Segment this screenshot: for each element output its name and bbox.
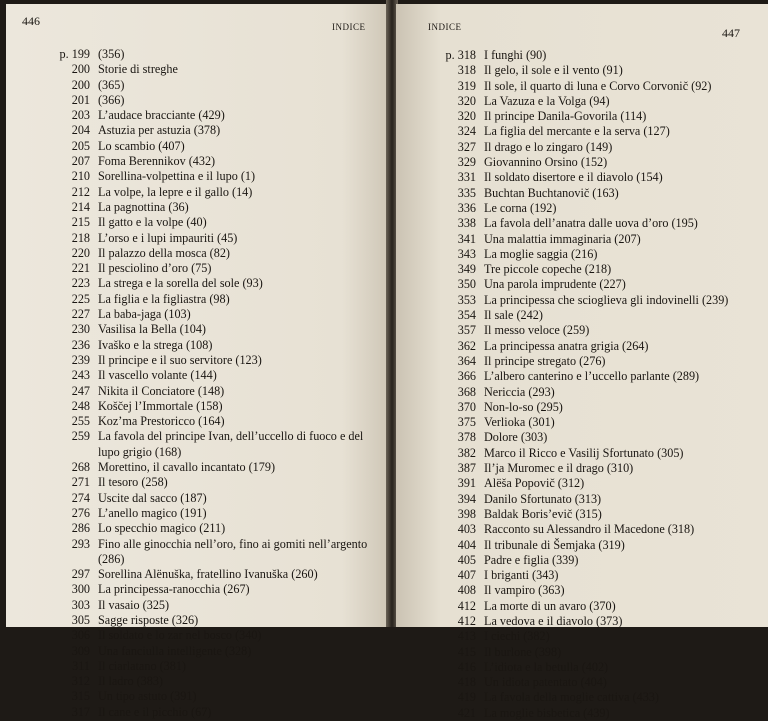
index-entry [422,599,762,614]
index-entry [422,79,762,94]
index-entry [34,62,384,77]
entry-title: Il principe e il suo servitore (123) [98,352,262,367]
entry-page-number: 276 [71,505,90,520]
entry-page-number: 315 [71,689,90,704]
entry-page-number: 271 [71,475,90,490]
index-entry [422,186,762,201]
entry-page-number: 336 [457,200,476,215]
entry-title: Uscite dal sacco (187) [98,490,207,505]
entry-title: Il drago e lo zingaro (149) [484,139,613,154]
index-entry [34,123,384,138]
entry-page-number: 413 [457,629,476,644]
entry-page-number: 203 [71,108,90,123]
entry-page-number: 247 [71,383,90,398]
entry-page-number: 412 [457,598,476,613]
entry-page-number: 421 [457,705,476,720]
entry-title: Racconto su Alessandro il Macedone (318) [484,522,695,537]
entry-title: Sorellina-volpettina e il lupo (1) [98,169,256,184]
entry-title: Il sole, il quarto di luna e Corvo Corvonič (92) [484,78,712,93]
entry-page-number: 215 [71,215,90,230]
entry-title: (366) [98,92,125,107]
index-entry [34,674,384,689]
entry-page-number: p. 199 [59,47,90,61]
entry-title: Il ciarlatano (381) [98,658,186,673]
entry-title: Il tribunale di Šemjaka (319) [484,537,625,552]
entry-title: Morettino, il cavallo incantato (179) [98,460,276,475]
entry-title: L’anello magico (191) [98,505,207,520]
entry-page-number: 350 [457,277,476,292]
entry-title: Il vasaio (325) [98,597,170,612]
entry-title: Un tipo astuto (391) [98,689,197,704]
left-running-head: INDICE [332,22,366,32]
entry-title: Il’ja Muromec e il drago (310) [484,461,634,476]
index-entry [34,521,384,536]
entry-title: I ciechi (382) [484,629,550,644]
entry-page-number: 311 [72,658,90,673]
index-entry [34,414,384,429]
entry-title: Un idiota patentato (404) [484,675,607,690]
entry-page-number: 221 [71,261,90,276]
index-entry [422,155,762,170]
entry-page-number: 306 [71,628,90,643]
index-entry [422,706,762,721]
entry-page-number: 220 [71,245,90,260]
index-entry [34,429,384,460]
entry-page-number: 418 [457,675,476,690]
entry-title: Il cane e il picchio (67) [98,704,212,719]
entry-page-number: 248 [71,398,90,413]
entry-title: La pagnottina (36) [98,199,189,214]
entry-page-number: 214 [71,199,90,214]
entry-title: Una malattia immaginaria (207) [484,231,641,246]
index-entry [34,200,384,215]
index-entry [422,201,762,216]
entry-page-number: 329 [457,155,476,170]
entry-title: La favola dell’anatra dalle uova d’oro (195) [484,216,698,231]
index-entry [422,507,762,522]
entry-page-number: 394 [457,491,476,506]
index-entry [422,553,762,568]
entry-title: Il principe Danila-Govorila (114) [484,109,647,124]
entry-title: Il burlone (398) [484,644,562,659]
index-entry [422,308,762,323]
entry-page-number: 320 [457,109,476,124]
entry-title: Astuzia per astuzia (378) [98,123,221,138]
entry-title: Lo specchio magico (211) [98,521,226,536]
entry-page-number: 201 [71,92,90,107]
entry-page-number: 327 [457,139,476,154]
entry-title: Il tesoro (258) [98,475,168,490]
entry-page-number: 370 [457,399,476,414]
entry-page-number: 412 [457,613,476,628]
entry-page-number: 391 [457,476,476,491]
entry-page-number: 324 [457,124,476,139]
index-entry [422,568,762,583]
index-entry [34,475,384,490]
index-entry [422,323,762,338]
index-entry [34,567,384,582]
entry-page-number: 317 [71,704,90,719]
entry-title: La principessa-ranocchia (267) [98,582,250,597]
index-entry [34,399,384,414]
index-entry [34,644,384,659]
entry-page-number: 204 [71,123,90,138]
index-entry [422,140,762,155]
index-entry [422,170,762,185]
entry-page-number: 210 [71,169,90,184]
entry-page-number: 319 [457,78,476,93]
entry-title: Tre piccole copeche (218) [484,262,612,277]
entry-title: Verlioka (301) [484,415,555,430]
entry-page-number: 274 [71,490,90,505]
entry-page-number: 218 [71,230,90,245]
entry-page-number: 415 [457,644,476,659]
entry-title: Il messo veloce (259) [484,323,590,338]
entry-page-number: 318 [457,63,476,78]
index-entry [34,338,384,353]
entry-title: Vasilisa la Bella (104) [98,322,206,337]
index-entry [34,598,384,613]
entry-title: Il vampiro (363) [484,583,565,598]
index-entry [422,675,762,690]
entry-page-number: 403 [457,522,476,537]
entry-page-number: 259 [71,429,90,444]
entry-title: Il palazzo della mosca (82) [98,245,230,260]
index-entry [34,307,384,322]
index-entry [422,277,762,292]
index-entry [422,400,762,415]
entry-page-number: 312 [71,674,90,689]
entry-title: Padre e figlia (339) [484,552,579,567]
right-index-list [422,48,762,721]
entry-title: L’audace bracciante (429) [98,108,225,123]
entry-page-number: 243 [71,368,90,383]
right-page-number: 447 [722,26,740,40]
entry-title: L’albero canterino e l’uccello parlante (289) [484,369,700,384]
entry-page-number: 205 [71,138,90,153]
entry-title: (365) [98,77,125,92]
index-entry [34,384,384,399]
entry-page-number: 404 [457,537,476,552]
entry-title: La figlia e la figliastra (98) [98,291,230,306]
entry-page-number: p. 318 [445,48,476,62]
index-entry [34,705,384,720]
index-entry [34,108,384,123]
index-entry [34,93,384,108]
entry-page-number: 286 [71,521,90,536]
entry-page-number: 305 [71,612,90,627]
index-entry [34,169,384,184]
entry-title: Il soldato e lo zar nel bosco (340) [98,628,262,643]
entry-page-number: 207 [71,154,90,169]
index-entry [34,276,384,291]
index-entry [422,461,762,476]
index-entry [422,293,762,308]
entry-title: Sorellina Alënuška, fratellino Ivanuška (260) [98,567,318,582]
entry-title: La volpe, la lepre e il gallo (14) [98,184,253,199]
entry-page-number: 405 [457,552,476,567]
entry-page-number: 200 [71,77,90,92]
entry-title: I funghi (90) [484,48,547,62]
entry-page-number: 408 [457,583,476,598]
left-page [6,4,388,719]
index-entry [34,613,384,628]
entry-title: La favola della moglie cattiva (433) [484,690,659,705]
index-entry [34,154,384,169]
entry-title: I briganti (343) [484,568,559,583]
entry-title: La figlia del mercante e la serva (127) [484,124,670,139]
entry-page-number: 407 [457,568,476,583]
entry-title: Una parola imprudente (227) [484,277,626,292]
index-entry [422,446,762,461]
entry-title: La vedova e il diavolo (373) [484,613,623,628]
index-entry [422,109,762,124]
entry-page-number: 349 [457,262,476,277]
entry-title: La morte di un avaro (370) [484,598,616,613]
index-entry [34,582,384,597]
index-entry [422,415,762,430]
entry-title: La principessa anatra grigia (264) [484,338,649,353]
index-entry [422,660,762,675]
index-entry [422,369,762,384]
entry-page-number: 200 [71,62,90,77]
entry-title: Danilo Sfortunato (313) [484,491,602,506]
index-entry [422,247,762,262]
entry-page-number: 225 [71,291,90,306]
entry-page-number: 331 [457,170,476,185]
entry-title: (356) [98,47,125,61]
index-entry [422,614,762,629]
entry-page-number: 398 [457,506,476,521]
index-entry [34,491,384,506]
entry-page-number: 239 [71,352,90,367]
entry-title: Giovannino Orsino (152) [484,155,608,170]
entry-page-number: 378 [457,430,476,445]
entry-page-number: 419 [457,690,476,705]
right-page [396,4,768,720]
right-running-head: INDICE [428,22,462,32]
index-entry [422,124,762,139]
index-entry [422,63,762,78]
entry-page-number: 268 [71,460,90,475]
entry-title: Il principe stregato (276) [484,353,606,368]
entry-title: La strega e la sorella del sole (93) [98,276,263,291]
index-entry [34,78,384,93]
index-entry [422,522,762,537]
entry-title: La moglie bisbetica (439) [484,705,610,720]
entry-page-number: 375 [457,415,476,430]
entry-title: Il pesciolino d’oro (75) [98,261,212,276]
entry-title: Una fanciulla intelligente (328) [98,643,252,658]
entry-page-number: 343 [457,246,476,261]
entry-page-number: 303 [71,597,90,612]
entry-page-number: 223 [71,276,90,291]
entry-page-number: 230 [71,322,90,337]
entry-title: La favola del principe Ivan, dell’uccello di fuoco e del lupo grigio (168) [98,429,364,459]
index-entry [422,232,762,247]
entry-title: Storie di streghe [98,62,178,77]
index-entry [422,48,762,63]
entry-title: La Vazuza e la Volga (94) [484,93,610,108]
index-entry [422,339,762,354]
index-entry [34,368,384,383]
index-entry [422,430,762,445]
index-entry [34,322,384,337]
entry-title: Nericcia (293) [484,384,555,399]
entry-title: Alëša Popovič (312) [484,476,585,491]
entry-title: Il gatto e la volpe (40) [98,215,207,230]
entry-page-number: 236 [71,337,90,352]
entry-title: Lo scambio (407) [98,138,185,153]
index-entry [422,354,762,369]
index-entry [422,538,762,553]
left-page-number: 446 [22,14,40,28]
entry-title: Nikita il Conciatore (148) [98,383,225,398]
entry-page-number: 416 [457,659,476,674]
index-entry [422,583,762,598]
index-entry [422,94,762,109]
entry-title: Sagge risposte (326) [98,612,199,627]
entry-page-number: 255 [71,414,90,429]
entry-page-number: 341 [457,231,476,246]
entry-page-number: 297 [71,567,90,582]
entry-page-number: 227 [71,307,90,322]
entry-page-number: 353 [457,292,476,307]
entry-title: Il vascello volante (144) [98,368,217,383]
entry-title: Foma Berennikov (432) [98,154,216,169]
entry-page-number: 368 [457,384,476,399]
entry-title: Non-lo-so (295) [484,399,563,414]
entry-title: Marco il Ricco e Vasilij Sfortunato (305) [484,445,684,460]
entry-page-number: 357 [457,323,476,338]
entry-title: L’orso e i lupi impauriti (45) [98,230,238,245]
entry-title: La moglie saggia (216) [484,246,598,261]
entry-title: Dolore (303) [484,430,548,445]
index-entry [422,476,762,491]
entry-title: Ivaško e la strega (108) [98,337,213,352]
index-entry [422,629,762,644]
entry-page-number: 335 [457,185,476,200]
entry-title: Koz’ma Prestoricco (164) [98,414,225,429]
entry-title: Baldak Boris’evič (315) [484,506,602,521]
index-entry [34,353,384,368]
entry-page-number: 320 [457,93,476,108]
index-entry [34,231,384,246]
index-entry [422,262,762,277]
index-entry [422,385,762,400]
entry-title: Il sale (242) [484,308,543,323]
index-entry [422,216,762,231]
entry-title: Le corna (192) [484,200,557,215]
index-entry [422,645,762,660]
entry-page-number: 300 [71,582,90,597]
entry-title: Fino alle ginocchia nell’oro, fino ai gomiti nell’argento (286) [98,536,368,566]
index-entry [34,537,384,568]
entry-page-number: 354 [457,308,476,323]
entry-page-number: 309 [71,643,90,658]
index-entry [34,460,384,475]
index-entry [34,185,384,200]
index-entry [34,659,384,674]
entry-title: Buchtan Buchtanovič (163) [484,185,619,200]
index-entry [34,689,384,704]
entry-page-number: 338 [457,216,476,231]
index-entry [34,215,384,230]
left-index-list [34,47,384,720]
entry-title: Koščej l’Immortale (158) [98,398,223,413]
entry-page-number: 387 [457,461,476,476]
index-entry [34,506,384,521]
entry-page-number: 382 [457,445,476,460]
entry-page-number: 364 [457,353,476,368]
entry-page-number: 362 [457,338,476,353]
index-entry [34,139,384,154]
index-entry [422,690,762,705]
index-entry [34,246,384,261]
entry-page-number: 212 [71,184,90,199]
entry-title: Il soldato disertore e il diavolo (154) [484,170,663,185]
index-entry [34,628,384,643]
index-entry [422,492,762,507]
entry-title: L’idiota e la betulla (402) [484,659,609,674]
index-entry [34,292,384,307]
entry-title: La principessa che scioglieva gli indovinelli (239) [484,292,729,307]
entry-title: Il gelo, il sole e il vento (91) [484,63,623,78]
entry-title: La baba-jaga (103) [98,307,191,322]
index-entry [34,47,384,62]
index-entry [34,261,384,276]
entry-title: Il ladro (383) [98,674,163,689]
entry-page-number: 366 [457,369,476,384]
entry-page-number: 293 [71,536,90,551]
